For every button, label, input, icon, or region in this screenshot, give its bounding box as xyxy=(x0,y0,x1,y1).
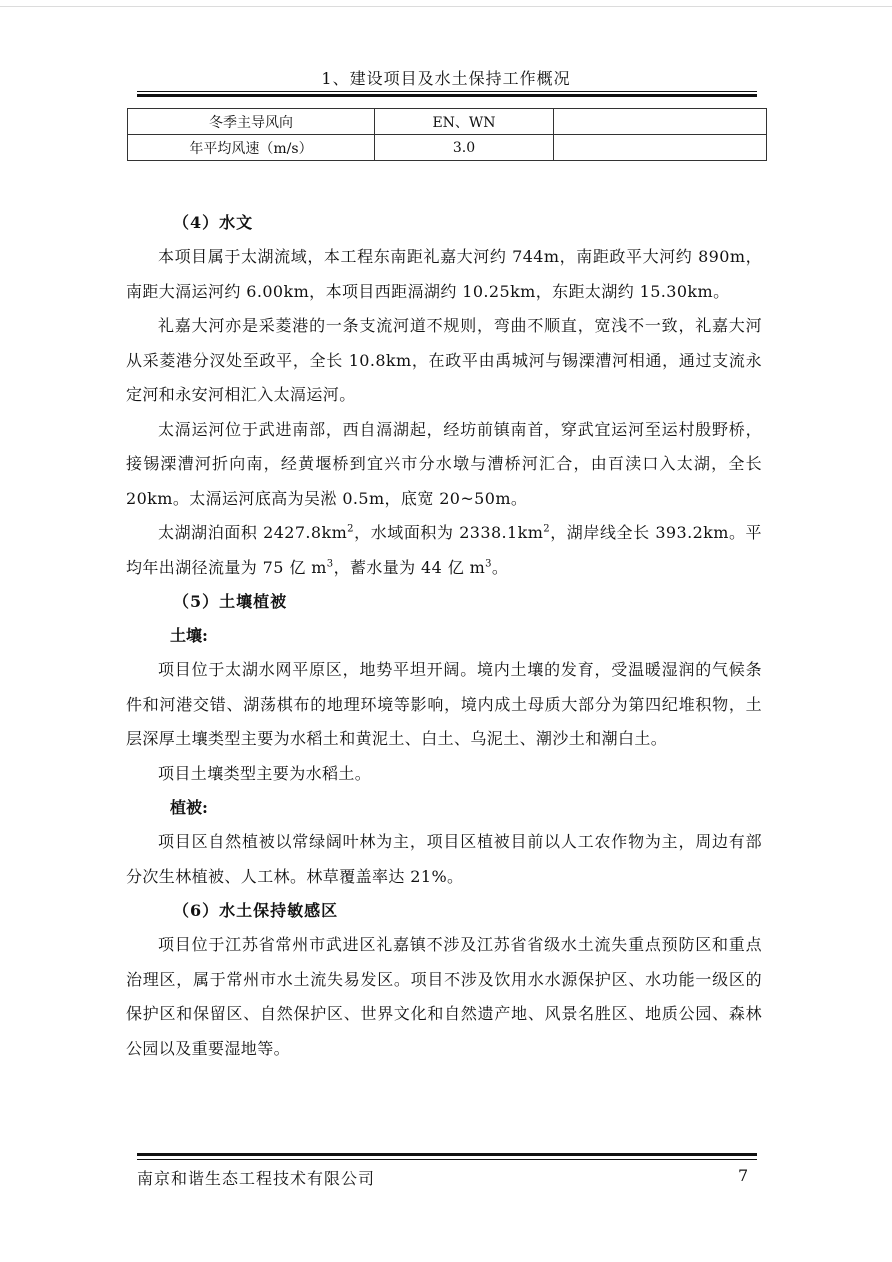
footer-rule-thick xyxy=(137,1153,757,1156)
paragraph: 本项目属于太湖流域，本工程东南距礼嘉大河约 744m，南距政平大河约 890m，南距大滆运河约 6.00km，本项目西距滆湖约 10.25km，东距太湖约 15.30km。 xyxy=(126,247,762,301)
paragraph-taihu xyxy=(126,516,762,585)
paragraph: 项目位于太湖水网平原区，地势平坦开阔。境内土壤的发育，受温暖湿润的气候条件和河港交错、湖荡棋布的地理环境等影响，境内成土母质大部分为第四纪堆积物，土层深厚土壤类型主要为水稻土和黄泥土、白土、乌泥土、潮沙土和潮白土。 xyxy=(126,660,762,748)
table-cell-note xyxy=(554,109,767,135)
superscript: 2 xyxy=(543,523,551,535)
superscript: 3 xyxy=(326,558,334,570)
footer-rule-thin xyxy=(137,1159,757,1160)
body-content xyxy=(126,206,762,1066)
paragraph: 项目土壤类型主要为水稻土。 xyxy=(158,763,372,783)
paragraph: 太滆运河位于武进南部，西自滆湖起，经坊前镇南首，穿武宜运河至运村殷野桥，接锡溧漕河折向南，经黄堰桥到宜兴市分水墩与漕桥河汇合，由百渎口入太湖，全长 20km。太滆运河底高为吴淞 0.5m，底宽 20~50m。 xyxy=(126,419,762,508)
section-heading-sensitive-area: （6）水土保持敏感区 xyxy=(173,901,339,920)
superscript: 3 xyxy=(485,558,492,570)
text-run: 太湖湖泊面积 2427.8km xyxy=(158,523,348,542)
paragraph: 礼嘉大河亦是采菱港的一条支流河道不规则，弯曲不顺直，宽浅不一致，礼嘉大河从采菱港分汊处至政平，全长 10.8km，在政平由禹城河与锡溧漕河相通，通过支流永定河和永安河相汇入太滆运河。 xyxy=(126,316,762,404)
header-rule-thin xyxy=(137,91,757,92)
subheading-soil: 土壤: xyxy=(170,626,208,645)
table-cell-note xyxy=(554,135,767,161)
footer-company: 南京和谐生态工程技术有限公司 xyxy=(137,1169,376,1188)
table-cell-label: 年平均风速（m/s） xyxy=(128,135,375,161)
section-heading-hydrology: （4）水文 xyxy=(173,213,254,232)
header-rule-thick xyxy=(137,94,757,97)
climate-table xyxy=(127,108,767,161)
text-run: 。 xyxy=(491,557,509,577)
table-cell-label: 冬季主导风向 xyxy=(128,109,375,135)
text-run: ，湖岸线全长 393.2km。平均年出湖径流量为 75 亿 m xyxy=(126,523,762,577)
paragraph: 项目区自然植被以常绿阔叶林为主，项目区植被目前以人工农作物为主，周边有部分次生林植被、人工林。林草覆盖率达 21%。 xyxy=(126,832,762,886)
chapter-header: 1、建设项目及水土保持工作概况 xyxy=(321,69,571,88)
page-number: 7 xyxy=(738,1166,749,1185)
superscript: 2 xyxy=(347,523,354,535)
table-cell-value: EN、WN xyxy=(375,109,554,135)
scan-edge-line xyxy=(0,6,892,7)
text-run: ，水域面积为 2338.1km xyxy=(353,523,544,542)
section-heading-soil-vegetation: （5）土壤植被 xyxy=(173,592,288,611)
text-run: ，蓄水量为 44 亿 m xyxy=(333,557,486,577)
subheading-vegetation: 植被: xyxy=(170,798,208,817)
table-row xyxy=(128,109,767,135)
table-row xyxy=(128,135,767,161)
table-cell-value: 3.0 xyxy=(375,135,554,161)
paragraph: 项目位于江苏省常州市武进区礼嘉镇不涉及江苏省省级水土流失重点预防区和重点治理区，属于常州市水土流失易发区。项目不涉及饮用水水源保护区、水功能一级区的保护区和保留区、自然保护区、世界文化和自然遗产地、风景名胜区、地质公园、森林公园以及重要湿地等。 xyxy=(126,935,762,1058)
